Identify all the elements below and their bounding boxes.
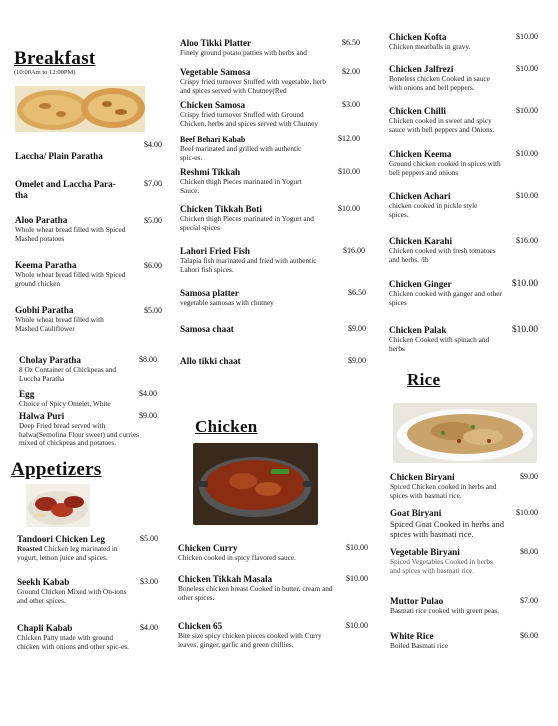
- item-name: Seekh Kabab: [17, 577, 70, 587]
- item-price: $10.00: [516, 106, 538, 115]
- item-desc: Basmati rice cooked with green peas.: [390, 606, 500, 615]
- rice-title: Rice: [407, 370, 441, 389]
- item-name: Chapli Kabab: [17, 623, 73, 633]
- item-price: $16.00: [516, 236, 538, 245]
- item-desc: Crispy fried turnover Stuffed with Ground Chicken, herbs and spices served with Chutney: [180, 110, 319, 128]
- item-price: $2.00: [342, 67, 360, 76]
- menu-item: [390, 508, 508, 539]
- item-name: Laccha/ Plain Paratha: [15, 151, 103, 161]
- item-name: Vegetable Biryani: [390, 547, 460, 557]
- item-price: $4.00: [144, 140, 162, 149]
- item-name: Chicken Tikkah Masala: [178, 574, 273, 584]
- item-price: $7.00: [520, 596, 538, 605]
- biryani-photo: [393, 403, 537, 463]
- item-name: Chicken Karahi: [389, 236, 453, 246]
- menu-item: [390, 596, 505, 616]
- item-name: Chicken Palak: [389, 325, 447, 335]
- menu-item: [180, 100, 330, 128]
- item-price: $10.00: [338, 204, 360, 213]
- item-price: $10.00: [516, 508, 538, 517]
- item-price: $10.00: [338, 167, 360, 176]
- menu-item: [389, 279, 504, 307]
- item-price: $5.00: [144, 306, 162, 315]
- menu-item: [180, 356, 330, 367]
- chicken-title: Chicken: [195, 417, 258, 436]
- item-desc: Chicken meatballs in gravy.: [389, 42, 471, 51]
- item-name: Omelet and Laccha Para-tha: [15, 179, 116, 200]
- menu-item: [390, 472, 505, 500]
- menu-item: [180, 167, 308, 195]
- item-desc: Chicken Patty made with ground chicken with onions and other spic-es.: [17, 633, 129, 651]
- menu-item: [389, 236, 507, 264]
- item-price: $10.00: [511, 279, 538, 289]
- item-name: Muttor Pulao: [390, 596, 444, 606]
- item-name: Chicken Kofta: [389, 32, 447, 42]
- item-desc: 8 Oz Container of Chickpeas and Luccha Paratha: [19, 365, 117, 383]
- item-name: Samosa platter: [180, 288, 239, 298]
- item-desc: Whole wheat bread filled with Spiced Mashed potatoes: [15, 225, 126, 243]
- item-price: $8.00: [139, 355, 157, 364]
- item-name: Aloo Tikki Platter: [180, 38, 252, 48]
- item-name: Samosa chaat: [180, 324, 234, 334]
- item-price: $6.50: [348, 288, 366, 297]
- item-price: $10.00: [346, 621, 368, 630]
- item-price: $12.00: [338, 134, 360, 143]
- item-desc: Finely ground potato patties with herbs and: [180, 48, 307, 57]
- item-price: $6.00: [520, 631, 538, 640]
- item-price: $4.00: [140, 623, 158, 632]
- item-desc: vegetable samosas with chutney: [180, 298, 274, 307]
- menu-item: [17, 534, 137, 562]
- item-desc: Chicken cooked in spicy flavored sauce.: [178, 553, 296, 562]
- item-name: Egg: [19, 389, 35, 399]
- menu-item: [180, 324, 330, 335]
- item-price: $9.00: [348, 324, 366, 333]
- item-desc: Chicken cooked in sweet and spicy sauce with bell peppers and Onions.: [389, 116, 495, 134]
- item-name: Allo tikki chaat: [180, 356, 241, 366]
- item-price: $10.00: [516, 64, 538, 73]
- item-price: $10.00: [516, 191, 538, 200]
- menu-item: [389, 325, 494, 353]
- item-desc: Whole wheat bread filled with Mashed Cauliflower: [15, 315, 104, 333]
- item-desc: chicken cooked in pickle style spices.: [389, 201, 478, 219]
- item-name: Reshmi Tikkah: [180, 167, 241, 177]
- item-desc: Chicken cooked with fresh tomatoes and herbs. /lb: [389, 246, 496, 264]
- item-name: Lahori Fried Fish: [180, 246, 250, 256]
- item-desc: Choice of Spicy Omelet, White: [19, 399, 111, 408]
- item-desc: Chicken Cooked with spinach and herbs: [389, 335, 490, 353]
- item-name: Chicken Achari: [389, 191, 451, 201]
- menu-item: [178, 621, 333, 649]
- item-price: $16.00: [343, 246, 365, 255]
- item-price: $10.00: [511, 325, 538, 335]
- item-desc: Talapia fish marinated and fried with authentic Lahori fish spices.: [180, 256, 317, 274]
- item-price: $5.00: [140, 534, 158, 543]
- item-name: Keema Paratha: [15, 260, 77, 270]
- item-name: Aloo Paratha: [15, 215, 68, 225]
- menu-item: [15, 260, 127, 288]
- item-name: White Rice: [390, 631, 434, 641]
- item-desc: Chicken thigh Pieces marinated in Yogurt and special spices: [180, 214, 314, 232]
- item-name: Chicken Biryani: [390, 472, 455, 482]
- item-desc: Deep Fried bread served with halwa(Semolina Flour sweet) and curries mixed of chickpeas and potatoes.: [19, 421, 139, 448]
- item-price: $7.00: [144, 179, 162, 188]
- item-price: $9.00: [520, 472, 538, 481]
- item-desc: Whole wheat bread filled with Spiced ground chicken: [15, 270, 126, 288]
- breakfast-hours: (10:00Am to 12:00PM): [14, 69, 76, 76]
- item-price: $3.00: [342, 100, 360, 109]
- menu-item: [389, 106, 504, 134]
- item-price: $10.00: [346, 574, 368, 583]
- menu-item: [15, 179, 127, 201]
- menu-item: [19, 389, 139, 409]
- item-desc: Ground chicken cooked in spices with bell peppers and onions: [389, 159, 501, 177]
- menu-item: [389, 32, 507, 52]
- menu-item: [19, 411, 143, 448]
- item-desc: Boiled Basmati rice: [390, 641, 448, 650]
- item-desc: Spiced Chicken cooked in herbs and spices with basmati rice.: [390, 482, 497, 500]
- menu-item: [390, 547, 505, 575]
- item-price: $8.00: [520, 547, 538, 556]
- item-desc: [17, 545, 137, 562]
- menu-item: [180, 67, 328, 95]
- menu-item: [15, 151, 145, 162]
- item-price: $9.00: [139, 411, 157, 420]
- item-name: Chicken Samosa: [180, 100, 246, 110]
- chicken-curry-photo: [193, 443, 318, 525]
- item-desc: Chicken thigh Pieces marinated in Yogurt Sauce.: [180, 177, 302, 195]
- breakfast-title: Breakfast: [14, 48, 96, 69]
- item-desc: Crispy fried turnover Stuffed with vegetable, herb and spices served with Chutney(Red: [180, 77, 326, 95]
- item-name: Chicken Ginger: [389, 279, 452, 289]
- item-desc: Chicken cooked with ganger and other spices: [389, 289, 502, 307]
- item-name: Gobhi Paratha: [15, 305, 74, 315]
- menu-item: [178, 574, 333, 602]
- item-name: Chicken 65: [178, 621, 223, 631]
- menu-item: [15, 215, 133, 243]
- menu-item: [178, 543, 328, 563]
- menu-item: [389, 149, 504, 177]
- item-price: $6.00: [144, 261, 162, 270]
- menu-item: [17, 623, 133, 651]
- item-price: $3.00: [140, 577, 158, 586]
- menu-item: [19, 355, 139, 383]
- paratha-photo: [15, 86, 145, 132]
- item-desc: Boneless chicken breast Cooked in butter, cream and other spices.: [178, 584, 333, 602]
- item-name: Halwa Puri: [19, 411, 65, 421]
- item-price: $9.00: [348, 356, 366, 365]
- item-price: $4.00: [139, 389, 157, 398]
- menu-item: [180, 204, 330, 232]
- item-name: Beef Behari Kabab: [180, 135, 246, 144]
- item-desc: Ground Chicken Mixed with On-ions and other spices.: [17, 587, 127, 605]
- desc-emphasis: Roasted: [17, 544, 43, 553]
- item-name: Chicken Curry: [178, 543, 238, 553]
- item-price: $10.00: [516, 32, 538, 41]
- item-desc: Spiced Goat Cooked in herbs and spices with basmati rice.: [390, 519, 505, 539]
- item-name: Goat Biryani: [390, 508, 442, 518]
- item-name: Chicken Keema: [389, 149, 452, 159]
- item-price: $10.00: [346, 543, 368, 552]
- item-name: Vegetable Samosa: [180, 67, 251, 77]
- menu-item: [15, 305, 127, 333]
- menu-item: [389, 191, 489, 219]
- item-price: $5.00: [144, 216, 162, 225]
- menu-item: [180, 134, 308, 162]
- item-desc: Beef marinated and grilled with authentic spic-es.: [180, 144, 302, 162]
- item-price: $6.50: [342, 38, 360, 47]
- menu-item: [180, 246, 330, 274]
- item-desc: Spiced Vegetables Cooked in herbs and spices with basmati rice.: [390, 557, 493, 575]
- item-desc: Boneless chicken Cooked in sauce with onions and bell peppers.: [389, 74, 490, 92]
- menu-item: [389, 64, 504, 92]
- item-name: Cholay Paratha: [19, 355, 82, 365]
- menu-item: [180, 288, 330, 308]
- item-desc: Bite size spicy chicken pieces cooked with Curry leaves, ginger, garlic and green chillies.: [178, 631, 322, 649]
- item-name: Tandoori Chicken Leg: [17, 534, 105, 544]
- menu-item: [390, 631, 505, 651]
- menu-item: [180, 38, 325, 58]
- appetizers-title: Appetizers: [11, 459, 102, 480]
- item-name: Chicken Tikkah Boti: [180, 204, 262, 214]
- desc-text: Chicken leg marinated in yogurt, lemon juice and spices.: [17, 544, 118, 562]
- chicken-leg-photo: [26, 484, 90, 527]
- item-name: Chicken Jalfrezi: [389, 64, 454, 74]
- item-price: $10.00: [516, 149, 538, 158]
- item-name: Chicken Chilli: [389, 106, 446, 116]
- menu-item: [17, 577, 127, 605]
